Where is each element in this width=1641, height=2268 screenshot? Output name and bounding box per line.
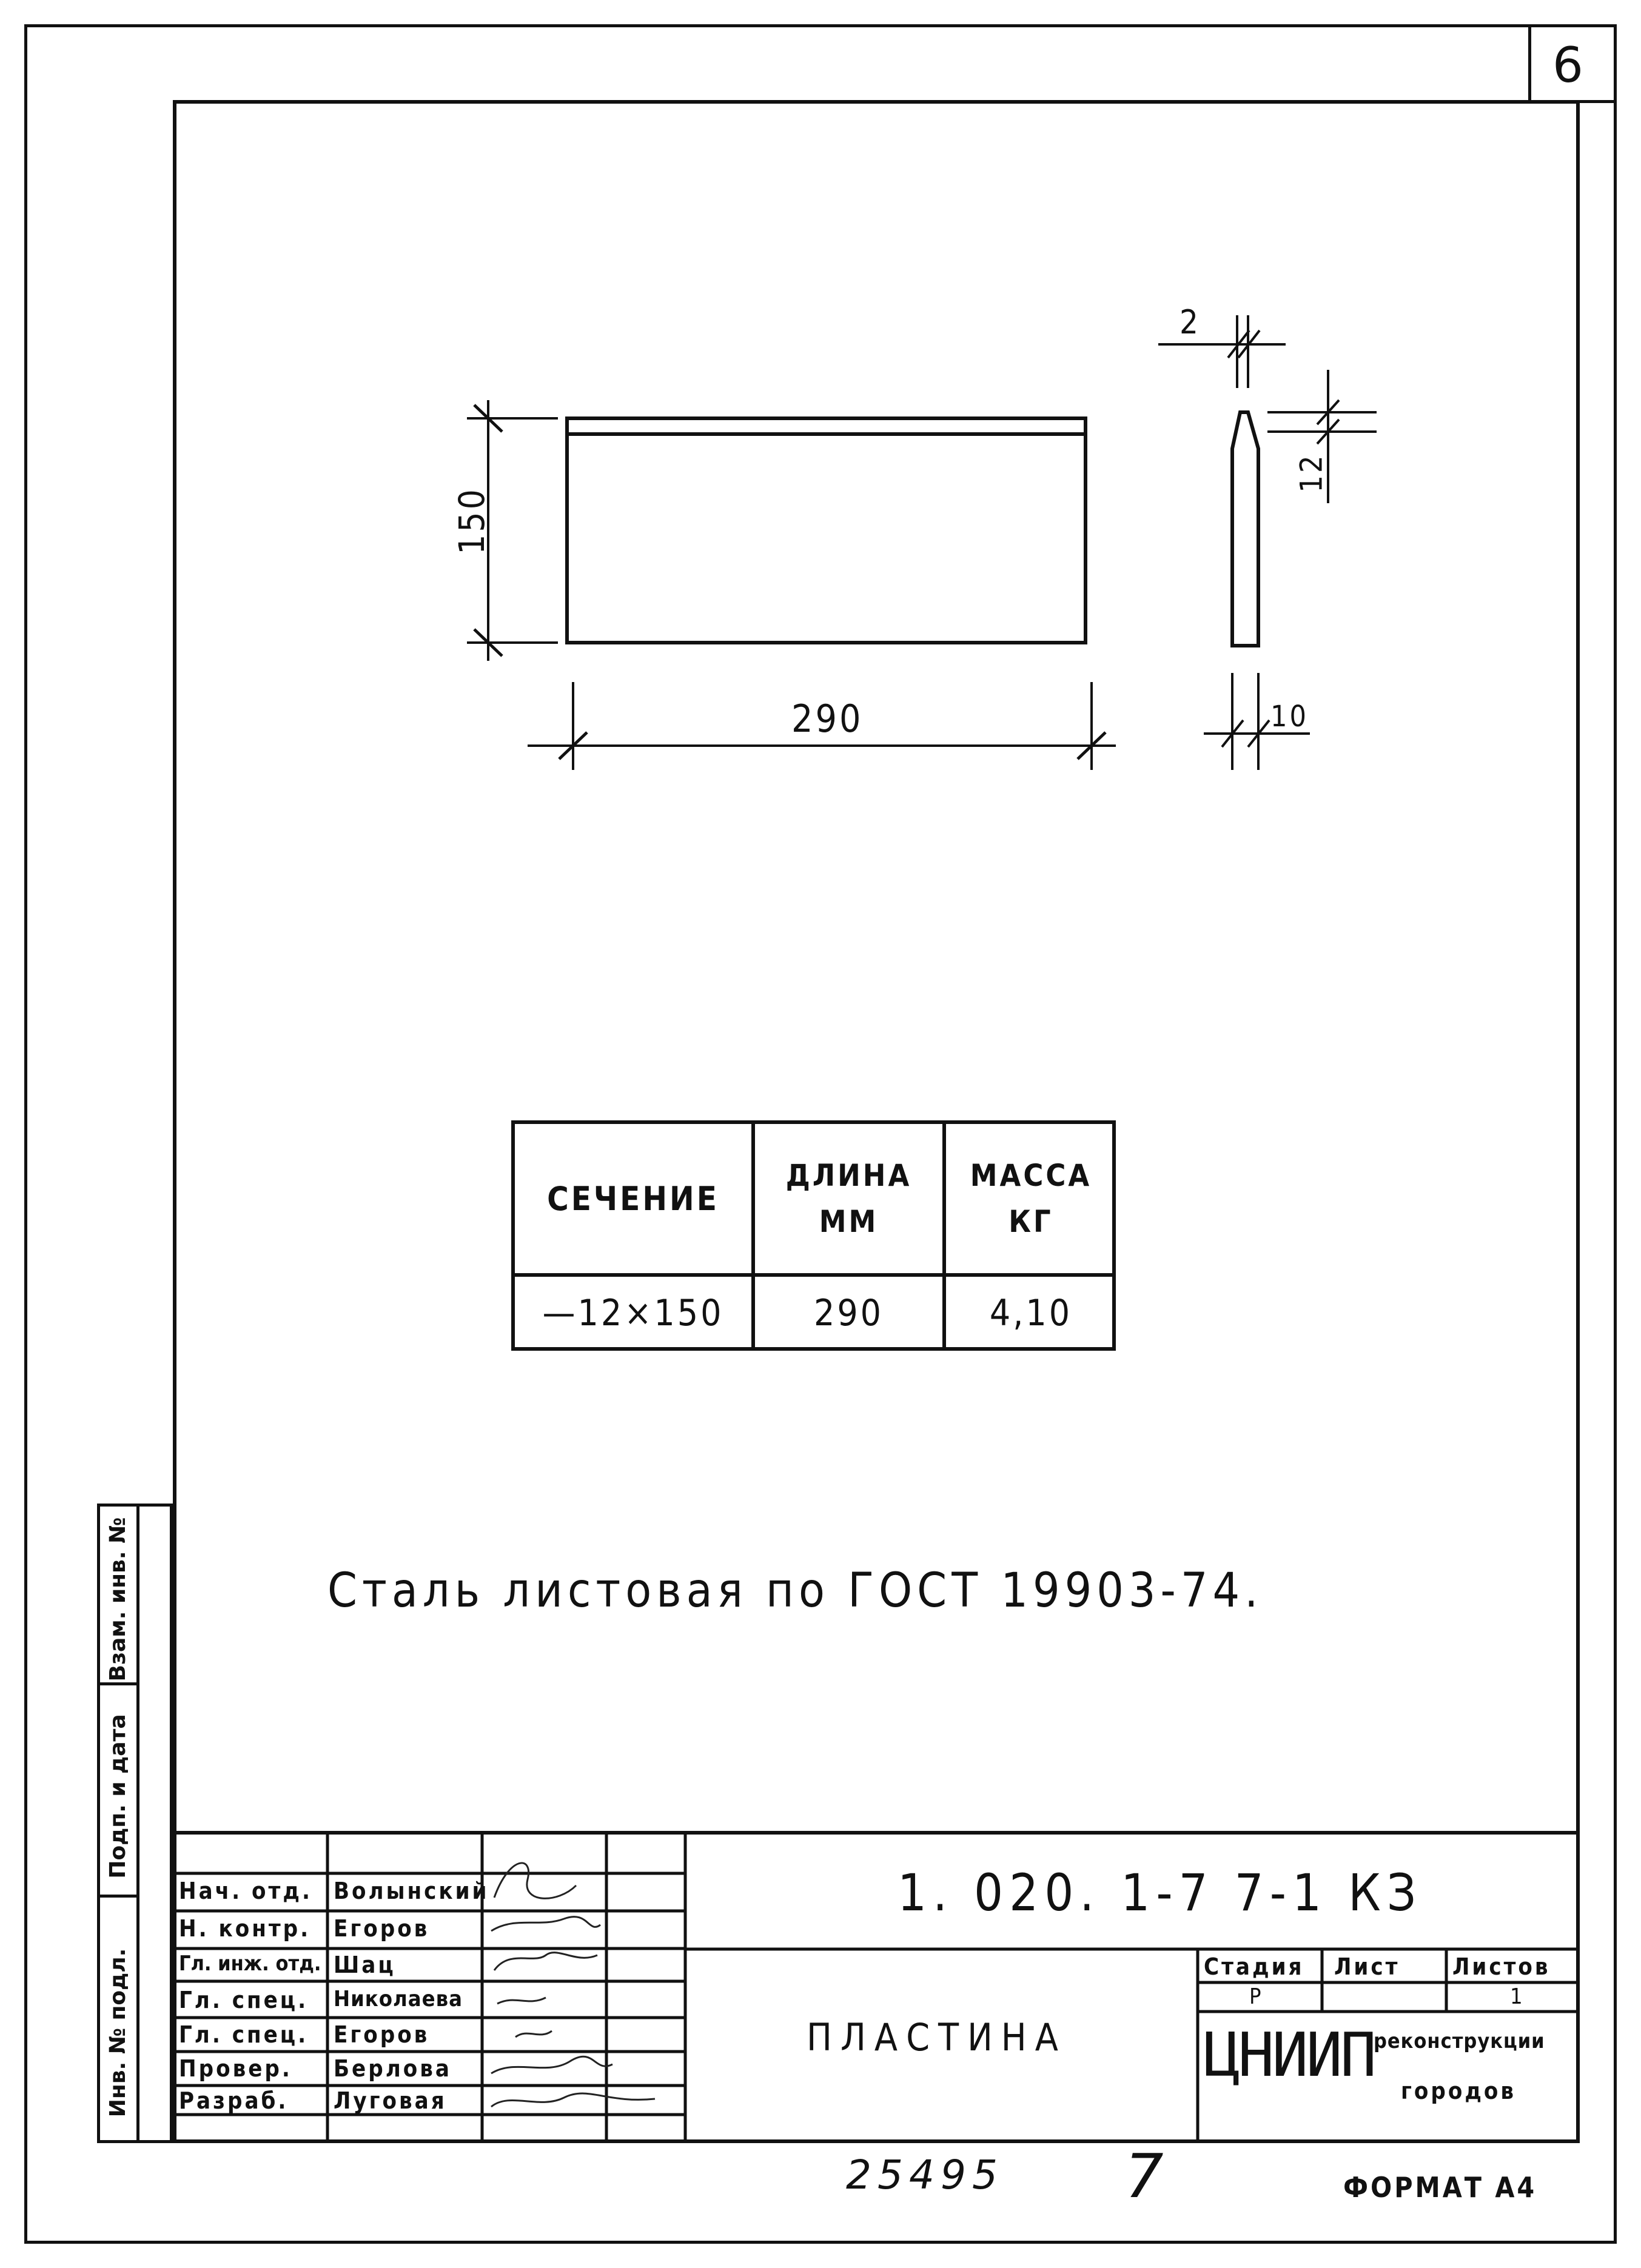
role-3: Гл. спец. [179,1987,309,2013]
name-3: Николаева [334,1987,463,2012]
sheet-number: 6 [1552,37,1583,93]
org-line1: реконструкции [1374,2029,1545,2053]
signature-1 [491,1917,600,1931]
signature-3 [497,1998,546,2004]
name-0: Волынский [334,1878,489,1904]
stage-value: Р [1249,1984,1264,2009]
archive-number: 25495 [846,2152,1004,2198]
signature-6 [491,2093,655,2107]
role-4: Гл. спец. [179,2021,309,2048]
header-mass-line1: МАССА [970,1158,1092,1193]
role-5: Провер. [179,2055,292,2082]
part-name: ПЛАСТИНА [807,2015,1067,2059]
dim-bevel-width-label: 2 [1180,303,1201,341]
signature-5 [491,2056,612,2073]
name-6: Луговая [334,2087,447,2114]
dim-bevel-height-label: 12 [1294,453,1329,493]
dim-thickness-label: 10 [1270,700,1309,734]
role-2: Гл. инж. отд. [179,1952,321,1976]
name-1: Егоров [334,1915,430,1942]
sheet-label: Лист [1334,1953,1400,1980]
header-section: СЕЧЕНИЕ [547,1179,719,1218]
role-1: Н. контр. [179,1915,311,1942]
signature-4 [515,2031,552,2037]
sheets-label: Листов [1452,1953,1551,1980]
org-line2: городов [1401,2078,1517,2104]
dim-length-label: 290 [791,697,864,741]
designation: 1. 020. 1-7 7-1 КЗ [898,1863,1423,1922]
signature-0 [494,1863,576,1898]
format-label: ФОРМАТ А4 [1343,2171,1537,2204]
role-0: Нач. отд. [179,1878,312,1904]
header-length-line1: ДЛИНА [785,1158,912,1193]
side-inv-orig: Инв. № подл. [106,1948,130,2118]
header-length-line2: ММ [819,1204,879,1239]
row-section: —12×150 [542,1292,724,1334]
page-number: 7 [1125,2141,1164,2212]
org-logo: ЦНИИП [1204,2019,1375,2090]
row-mass: 4,10 [989,1292,1073,1334]
header-mass-line2: КГ [1008,1204,1053,1239]
row-length: 290 [813,1292,884,1334]
name-4: Егоров [334,2021,430,2048]
name-5: Берлова [334,2055,452,2082]
side-sign-date: Подп. и дата [106,1714,130,1879]
dim-height-label: 150 [451,487,492,555]
name-2: Шац [334,1952,396,1978]
signature-2 [494,1953,597,1970]
side-replace-inv: Взам. инв. № [106,1517,130,1682]
stage-label: Стадия [1204,1953,1304,1980]
role-6: Разраб. [179,2087,289,2114]
material-note: Сталь листовая по ГОСТ 19903-74. [327,1564,1263,1618]
sheets-value: 1 [1510,1984,1525,2009]
